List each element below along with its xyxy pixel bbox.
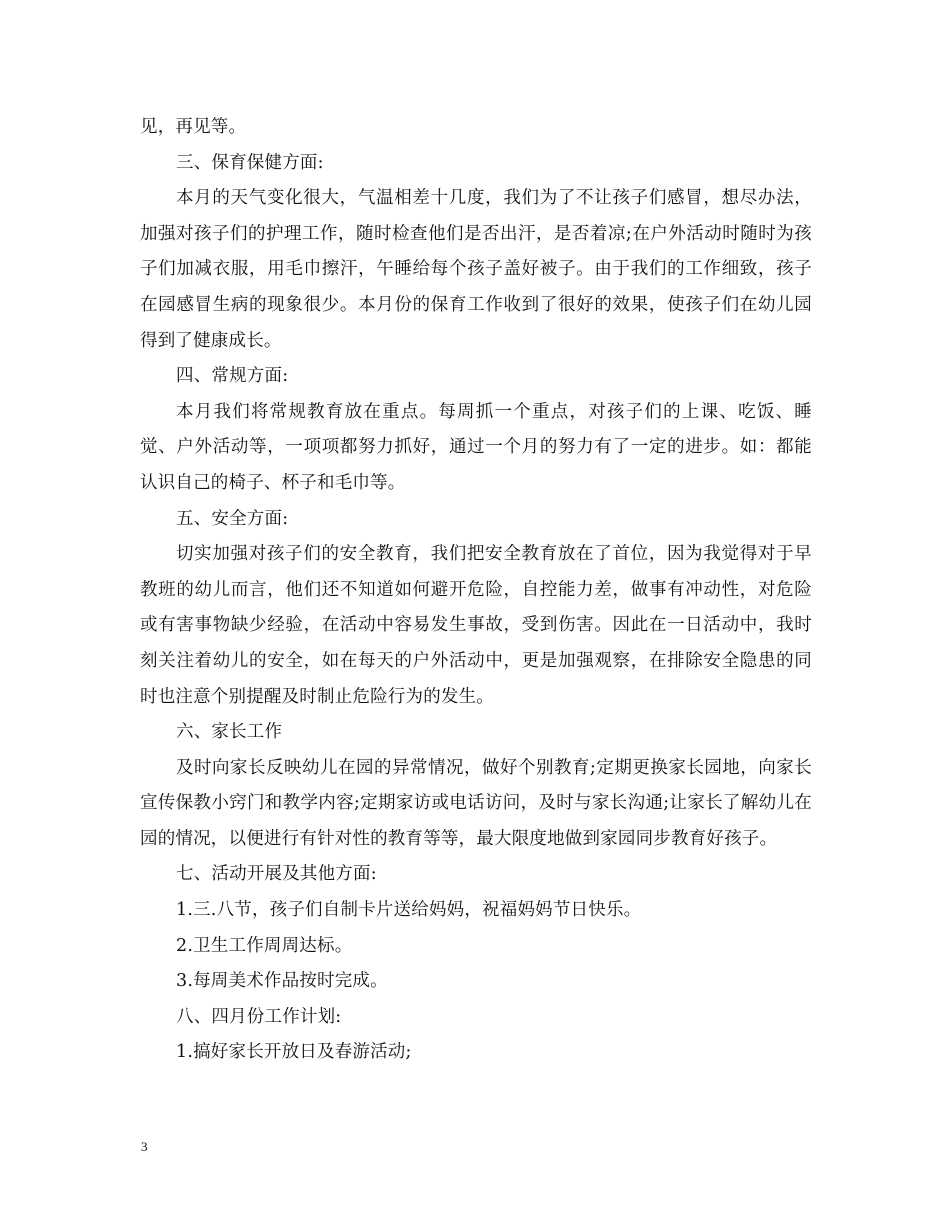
- list-item: 3.每周美术作品按时完成。: [176, 971, 388, 992]
- list-item: 2.卫生工作周周达标。: [176, 935, 353, 956]
- paragraph: 切实加强对孩子们的安全教育，我们把安全教育放在了首位，因为我觉得对于早教班的幼儿而言，他们还不知道如何避开危险，自控能力差，做事有冲动性，对危险或有害事物缺少经验，在活动中容易发生事故，受到伤害。因此在一日活动中，我时刻关注着幼儿的安全，如在每天的户外活动中，更是加强观察，在排除安全隐患的同时也注意个别提醒及时制止危险行为的发生。: [140, 544, 812, 707]
- section-heading: 六、家长工作: [176, 722, 283, 743]
- list-item: 1.搞好家长开放日及春游活动;: [176, 1042, 412, 1063]
- section-heading: 三、保育保健方面:: [176, 152, 324, 173]
- document-body: [140, 110, 812, 1071]
- section-heading: 七、活动开展及其他方面:: [176, 864, 377, 885]
- paragraph: 及时向家长反映幼儿在园的异常情况，做好个别教育;定期更换家长园地，向家长宣传保教小窍门和教学内容;定期家访或电话访问，及时与家长沟通;让家长了解幼儿在园的情况，以便进行有针对性的教育等等，最大限度地做到家园同步教育好孩子。: [140, 757, 812, 849]
- section-heading: 五、安全方面:: [176, 508, 289, 529]
- section-heading: 八、四月份工作计划:: [176, 1006, 342, 1027]
- section-heading: 四、常规方面:: [176, 366, 289, 387]
- paragraph: 见，再见等。: [140, 117, 247, 137]
- page-number: 3: [141, 1139, 148, 1154]
- paragraph: 本月的天气变化很大，气温相差十几度，我们为了不让孩子们感冒，想尽办法，加强对孩子们的护理工作，随时检查他们是否出汗，是否着凉;在户外活动时随时为孩子们加减衣服，用毛巾擦汗，午睡给每个孩子盖好被子。由于我们的工作细致，孩子在园感冒生病的现象很少。本月份的保育工作收到了很好的效果，使孩子们在幼儿园得到了健康成长。: [140, 188, 812, 351]
- list-item: 1.三.八节，孩子们自制卡片送给妈妈，祝福妈妈节日快乐。: [176, 900, 642, 921]
- paragraph: 本月我们将常规教育放在重点。每周抓一个重点，对孩子们的上课、吃饭、睡觉、户外活动等，一项项都努力抓好，通过一个月的努力有了一定的进步。如：都能认识自己的椅子、杯子和毛巾等。: [140, 401, 812, 493]
